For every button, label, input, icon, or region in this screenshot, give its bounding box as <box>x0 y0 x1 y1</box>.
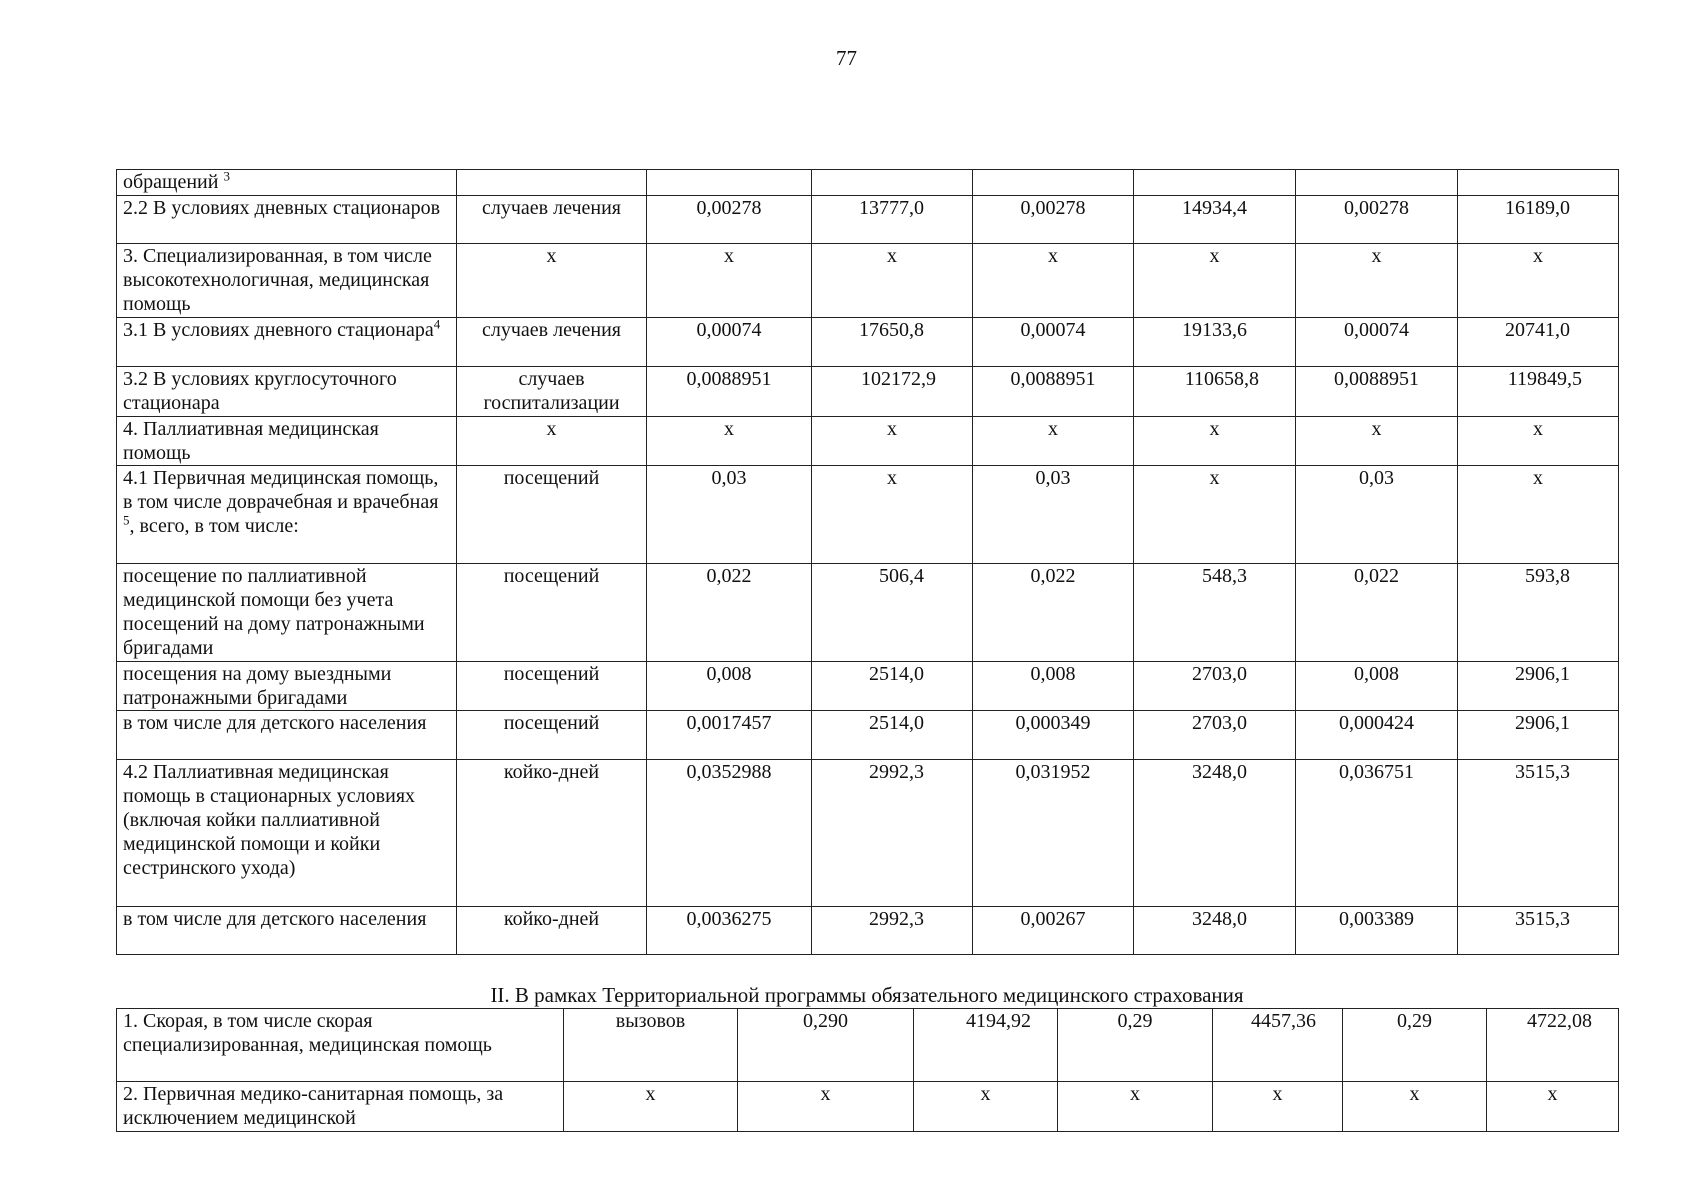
table-cell: 0,0088951 <box>647 367 812 417</box>
cell-text: 3.1 В условиях дневного стационара <box>123 319 434 341</box>
table-cell <box>1296 170 1458 196</box>
table-cell: 0,0017457 <box>647 711 812 760</box>
table-cell: 2992,3 <box>812 760 973 907</box>
row-name-cell: 2.2 В условиях дневных стационаров <box>117 196 457 244</box>
table-cell: 0,000424 <box>1296 711 1458 760</box>
table-cell: х <box>812 244 973 318</box>
table-cell <box>1458 170 1619 196</box>
table-cell: 13777,0 <box>812 196 973 244</box>
table-cell: 19133,6 <box>1134 318 1296 367</box>
table-cell: 0,29 <box>1058 1009 1213 1082</box>
footnote-marker: 5 <box>123 512 130 528</box>
table-cell: 102172,9 <box>812 367 973 417</box>
table-cell: 0,00074 <box>973 318 1134 367</box>
table-cell: х <box>1213 1082 1343 1132</box>
table-cell: 593,8 <box>1458 564 1619 662</box>
table-cell: 0,036751 <box>1296 760 1458 907</box>
table-cell <box>973 170 1134 196</box>
page-number: 77 <box>836 46 857 70</box>
table-cell: 0,00074 <box>1296 318 1458 367</box>
table-row <box>117 662 1619 711</box>
table-row <box>117 711 1619 760</box>
table-cell: х <box>973 244 1134 318</box>
row-name-cell: 1. Скорая, в том числе скорая специализированная, медицинская помощь <box>117 1009 564 1082</box>
row-name-cell: посещение по паллиативной медицинской помощи без учета посещений на дому патронажными бригадами <box>117 564 457 662</box>
table-cell: 0,031952 <box>973 760 1134 907</box>
table-cell: посещений <box>457 564 647 662</box>
table-row <box>117 1082 1619 1132</box>
table-cell: х <box>1296 417 1458 466</box>
table-cell: х <box>812 417 973 466</box>
table-cell: 3515,3 <box>1458 760 1619 907</box>
footnote-marker: 4 <box>433 317 441 332</box>
table-cell: 0,000349 <box>973 711 1134 760</box>
norms-table-part2 <box>116 1008 1619 1132</box>
table-cell: 506,4 <box>812 564 973 662</box>
table-cell: 17650,8 <box>812 318 973 367</box>
table-cell: 14934,4 <box>1134 196 1296 244</box>
table-cell: х <box>1458 417 1619 466</box>
table-cell: х <box>812 466 973 564</box>
table-cell: 0,03 <box>973 466 1134 564</box>
table-cell: х <box>738 1082 914 1132</box>
table-cell <box>812 170 973 196</box>
table-cell: 2906,1 <box>1458 711 1619 760</box>
table-cell: 20741,0 <box>1458 318 1619 367</box>
table-cell: х <box>647 417 812 466</box>
table-cell: 0,03 <box>1296 466 1458 564</box>
table-row <box>117 564 1619 662</box>
row-name-cell: 3. Специализированная, в том числе высокотехнологичная, медицинская помощь <box>117 244 457 318</box>
table-cell: 0,022 <box>647 564 812 662</box>
table-cell: 0,00278 <box>647 196 812 244</box>
table-cell: 0,03 <box>647 466 812 564</box>
cell-text: 4.1 Первичная медицинская помощь, в том числе доврачебная и врачебная <box>123 467 439 513</box>
row-name-cell <box>117 466 457 564</box>
table-cell: 4457,36 <box>1213 1009 1343 1082</box>
table-row <box>117 244 1619 318</box>
table-row <box>117 760 1619 907</box>
table-row <box>117 466 1619 564</box>
table-cell: х <box>1343 1082 1487 1132</box>
row-name-cell <box>117 170 457 196</box>
table-cell: х <box>647 244 812 318</box>
row-name-cell: 2. Первичная медико-санитарная помощь, за исключением медицинской <box>117 1082 564 1132</box>
table-cell: случаев лечения <box>457 196 647 244</box>
table-cell: 0,00278 <box>973 196 1134 244</box>
table-row <box>117 1009 1619 1082</box>
table-cell: посещений <box>457 711 647 760</box>
table-cell: 4194,92 <box>914 1009 1058 1082</box>
table-cell: х <box>1134 244 1296 318</box>
table-cell <box>1134 170 1296 196</box>
table-cell: х <box>1058 1082 1213 1132</box>
table-cell: посещений <box>457 662 647 711</box>
table-cell: 0,022 <box>1296 564 1458 662</box>
table-cell: 110658,8 <box>1134 367 1296 417</box>
table-row <box>117 318 1619 367</box>
table-cell: посещений <box>457 466 647 564</box>
table-cell: 2703,0 <box>1134 711 1296 760</box>
table-cell: 2992,3 <box>812 907 973 955</box>
table-cell: 0,0088951 <box>973 367 1134 417</box>
table-cell: х <box>914 1082 1058 1132</box>
table-cell: 0,00278 <box>1296 196 1458 244</box>
table-row <box>117 367 1619 417</box>
table-cell: 3248,0 <box>1134 760 1296 907</box>
table-cell: 2906,1 <box>1458 662 1619 711</box>
table-cell <box>647 170 812 196</box>
row-name-cell: 4. Паллиативная медицинская помощь <box>117 417 457 466</box>
table-cell: х <box>1458 466 1619 564</box>
table-cell: случаев лечения <box>457 318 647 367</box>
row-name-cell: в том числе для детского населения <box>117 907 457 955</box>
table-cell: 0,022 <box>973 564 1134 662</box>
table-cell: 0,00267 <box>973 907 1134 955</box>
row-name-cell: в том числе для детского населения <box>117 711 457 760</box>
footnote-marker: 3 <box>223 169 230 184</box>
cell-text: , всего, в том числе: <box>129 515 299 537</box>
table-cell: 0,008 <box>1296 662 1458 711</box>
table-cell: 0,00074 <box>647 318 812 367</box>
table-cell: 0,0352988 <box>647 760 812 907</box>
table-cell <box>457 170 647 196</box>
table-cell: х <box>1134 417 1296 466</box>
row-name-cell: 4.2 Паллиативная медицинская помощь в стационарных условиях (включая койки паллиативной медицинской помощи и койки сестринского ухода) <box>117 760 457 907</box>
table-cell: 0,0036275 <box>647 907 812 955</box>
table-cell: 119849,5 <box>1458 367 1619 417</box>
table-cell: 0,29 <box>1343 1009 1487 1082</box>
section-title: II. В рамках Территориальной программы обязательного медицинского страхования <box>490 983 1244 1007</box>
table-cell: 3515,3 <box>1458 907 1619 955</box>
table-cell: вызовов <box>564 1009 738 1082</box>
table-cell: х <box>973 417 1134 466</box>
table-cell: койко-дней <box>457 760 647 907</box>
table-cell: 2703,0 <box>1134 662 1296 711</box>
table-cell: 3248,0 <box>1134 907 1296 955</box>
table-cell: 0,290 <box>738 1009 914 1082</box>
table-cell: х <box>457 417 647 466</box>
row-name-cell <box>117 318 457 367</box>
table-cell: 0,008 <box>647 662 812 711</box>
table-cell: 0,003389 <box>1296 907 1458 955</box>
table-cell: койко-дней <box>457 907 647 955</box>
row-name-cell: посещения на дому выездными патронажными бригадами <box>117 662 457 711</box>
table-cell: 4722,08 <box>1487 1009 1619 1082</box>
table-cell: х <box>457 244 647 318</box>
table-cell: 0,008 <box>973 662 1134 711</box>
table-cell: х <box>1134 466 1296 564</box>
cell-text: обращений <box>123 171 219 193</box>
table-cell: 16189,0 <box>1458 196 1619 244</box>
table-cell: х <box>1296 244 1458 318</box>
norms-table-part1 <box>116 169 1619 955</box>
table-cell: случаев госпитализации <box>457 367 647 417</box>
table-cell: х <box>564 1082 738 1132</box>
table-cell: 2514,0 <box>812 711 973 760</box>
row-name-cell: 3.2 В условиях круглосуточного стационара <box>117 367 457 417</box>
table-row <box>117 196 1619 244</box>
table-row <box>117 907 1619 955</box>
table-cell: 2514,0 <box>812 662 973 711</box>
table-cell: х <box>1487 1082 1619 1132</box>
table-cell: 548,3 <box>1134 564 1296 662</box>
table-cell: х <box>1458 244 1619 318</box>
table-row <box>117 417 1619 466</box>
table-row <box>117 170 1619 196</box>
table-cell: 0,0088951 <box>1296 367 1458 417</box>
